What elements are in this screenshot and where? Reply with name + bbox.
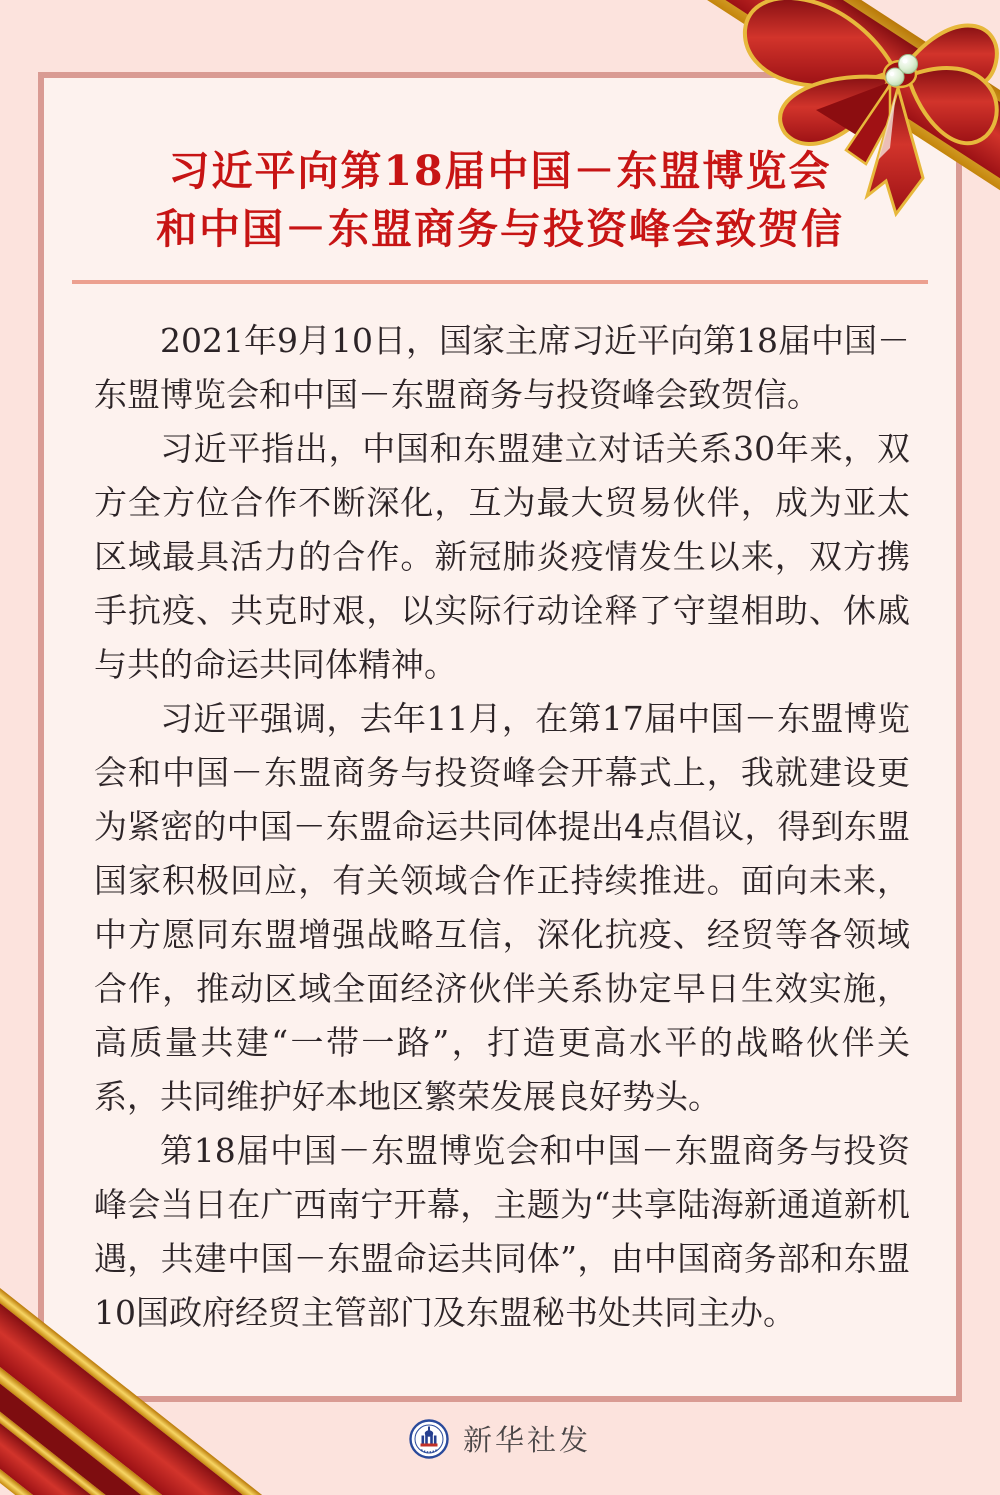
xinhua-logo-icon: [409, 1419, 449, 1459]
gift-bow-icon: [690, 0, 1000, 300]
article-paragraph: 习近平强调，去年11月，在第17届中国－东盟博览会和中国－东盟商务与投资峰会开幕式上，我就建设更为紧密的中国－东盟命运共同体提出4点倡议，得到东盟国家积极回应，有关领域合作正持续推进。面向未来，中方愿同东盟增强战略互信，深化抗疫、经贸等各领域合作，推动区域全面经济伙伴关系协定早日生效实施，高质量共建“一带一路”，打造更高水平的战略伙伴关系，共同维护好本地区繁荣发展良好势头。: [94, 699, 910, 1116]
footer: [0, 1418, 1000, 1459]
article-paragraph: 2021年9月10日，国家主席习近平向第18届中国－东盟博览会和中国－东盟商务与投资峰会致贺信。: [94, 321, 910, 414]
article-paragraph: 第18届中国－东盟博览会和中国－东盟商务与投资峰会当日在广西南宁开幕，主题为“共享陆海新通道新机遇，共建中国－东盟命运共同体”，由中国商务部和东盟10国政府经贸主管部门及东盟秘书处共同主办。: [94, 1131, 910, 1332]
title-line-1: 习近平向第18届中国－东盟博览会: [168, 147, 832, 195]
footer-credit: 新华社发: [462, 1423, 591, 1457]
article-paragraph: 习近平指出，中国和东盟建立对话关系30年来，双方全方位合作不断深化，互为最大贸易伙伴，成为亚太区域最具活力的合作。新冠肺炎疫情发生以来，双方携手抗疫、共克时艰，以实际行动诠释了守望相助、休戚与共的命运共同体精神。: [94, 429, 910, 684]
title-line-2: 和中国－东盟商务与投资峰会致贺信: [156, 205, 844, 253]
